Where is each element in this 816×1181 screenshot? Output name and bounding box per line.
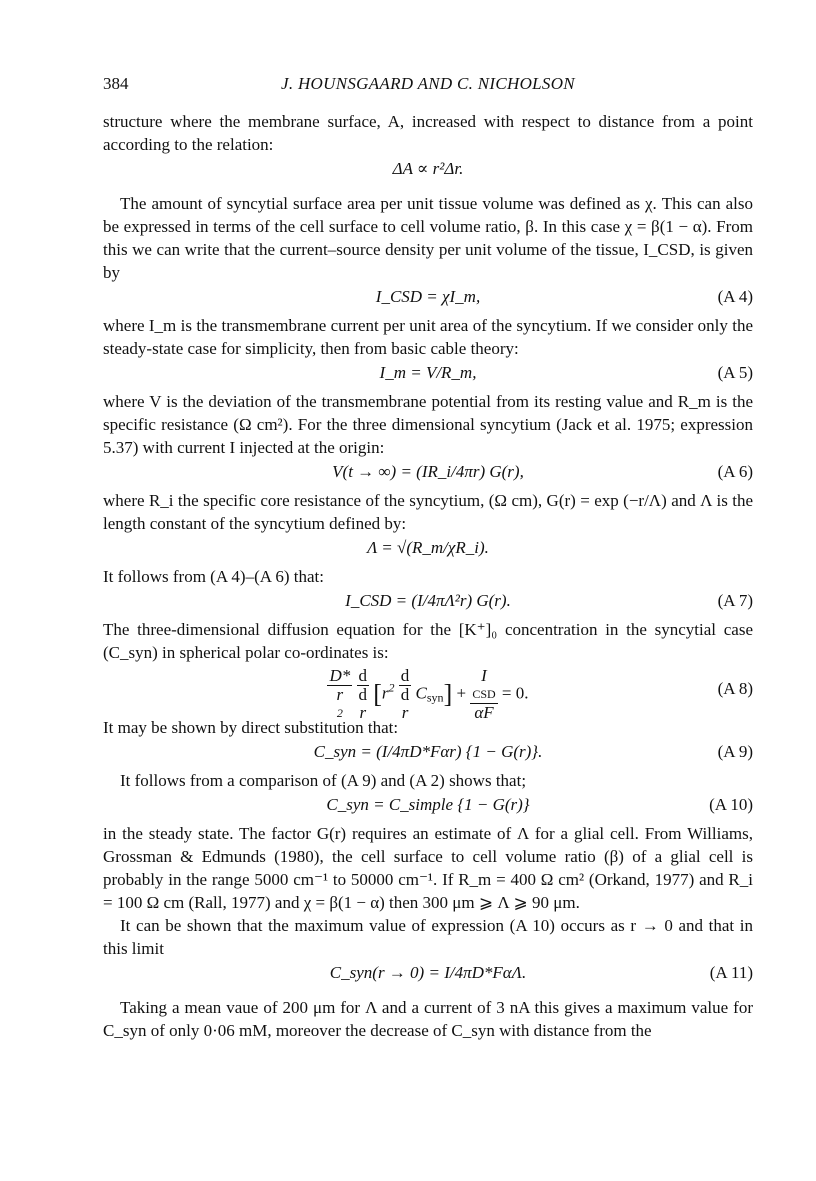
paragraph-10: in the steady state. The factor G(r) requires an estimate of Λ for a glial cell. From Williams, Grossman & Edmunds (1980), the cell surface to cell volume ratio (β) of a glial cell is probably in the range 5000 cm⁻¹ to 50000 cm⁻¹. If R_m = 400 Ω cm² (Orkand, 1977) and R_i = 100 Ω cm (Rall, 1977) and χ = β(1 − α) then 300 μm ⩾ Λ ⩾ 90 μm.: [103, 824, 753, 912]
fraction-d-star: D* r 2: [329, 666, 351, 720]
equation-number: (A 8): [717, 679, 753, 698]
page-header: [103, 74, 753, 98]
equation-body: Λ = √(R_m/χR_i).: [367, 538, 489, 557]
paragraph-11: It can be shown that the maximum value of expression (A 10) occurs as r → 0 and that in this limit: [103, 916, 753, 958]
equation-body: I_CSD = χI_m,: [375, 287, 481, 306]
equation-number: (A 7): [717, 591, 753, 610]
fraction-icsd: I CSD αF: [472, 666, 496, 722]
running-title: J. HOUNSGAARD AND C. NICHOLSON: [281, 74, 575, 93]
equation-a11: [103, 960, 753, 990]
page: [103, 74, 753, 1042]
equation-body: C_syn(r → 0) = I/4πD*FαΛ.: [329, 963, 527, 982]
equation-number: (A 9): [717, 742, 753, 761]
fraction-d-dr-inner: d d r: [400, 666, 410, 722]
fraction-d-dr: d d r: [358, 666, 367, 722]
paragraph-7: The three-dimensional diffusion equation for the [K⁺]₀ concentration in the syncytial case (C_syn) in spherical polar co-ordinates is:: [103, 620, 753, 662]
equation-number: (A 5): [717, 363, 753, 382]
equation-a5: [103, 360, 753, 390]
paragraph-2: The amount of syncytial surface area per unit tissue volume was defined as χ. This can also be expressed in terms of the cell surface to cell volume ratio, β. In this case χ = β(1 − α). From this we can write that the current–source density per unit volume of the tissue, I_CSD, is given by: [103, 194, 753, 282]
equation-body: I_m = V/R_m,: [379, 363, 477, 382]
paragraph-6: It follows from (A 4)–(A 6) that:: [103, 567, 324, 586]
paragraph-3: where I_m is the transmembrane current per unit area of the syncytium. If we consider only the steady-state case for simplicity, then from basic cable theory:: [103, 316, 753, 358]
equation-a7: [103, 588, 753, 618]
paragraph-4: where V is the deviation of the transmembrane potential from its resting value and R_m is the specific resistance (Ω cm²). For the three dimensional syncytium (Jack et al. 1975; expression 5.37) with current I injected at the origin:: [103, 392, 753, 457]
equation-lambda: [103, 535, 753, 565]
paragraph-1: structure where the membrane surface, A, increased with respect to distance from a point according to the relation:: [103, 112, 753, 154]
equation-body: V(t → ∞) = (IR_i/4πr) G(r),: [332, 462, 524, 481]
equation-body: D* r 2 d d r [$r^2$ d d r $C_{syn}$] + I CSD αF = 0.: [329, 666, 529, 722]
equation-body: ΔA ∝ r²Δr.: [392, 159, 464, 178]
equation-body: C_syn = (I/4πD*Fαr) {1 − G(r)}.: [313, 742, 543, 761]
equation-a8: [103, 664, 753, 722]
equation-number: (A 6): [717, 462, 753, 481]
equation-body: C_syn = C_simple {1 − G(r)}: [326, 795, 530, 814]
paragraph-5: where R_i the specific core resistance of the syncytium, (Ω cm), G(r) = exp (−r/Λ) and Λ is the length constant of the syncytium defined by:: [103, 491, 753, 533]
paragraph-9: It follows from a comparison of (A 9) and (A 2) shows that;: [120, 771, 527, 790]
equation-a6: [103, 459, 753, 489]
equation-number: (A 11): [709, 963, 753, 982]
equation-area-relation: [103, 156, 753, 186]
equation-body: I_CSD = (I/4πΛ²r) G(r).: [345, 591, 511, 610]
equation-a9: [103, 739, 753, 769]
equation-number: (A 4): [717, 287, 753, 306]
equation-a10: [103, 792, 753, 822]
page-number: 384: [103, 74, 129, 93]
paragraph-12: Taking a mean vaue of 200 μm for Λ and a current of 3 nA this gives a maximum value for C_syn of only 0·06 mM, moreover the decrease of C_syn with distance from the: [103, 998, 753, 1040]
paragraph-8: It may be shown by direct substitution that:: [103, 718, 399, 737]
equation-number: (A 10): [709, 795, 753, 814]
equation-a4: [103, 284, 753, 314]
